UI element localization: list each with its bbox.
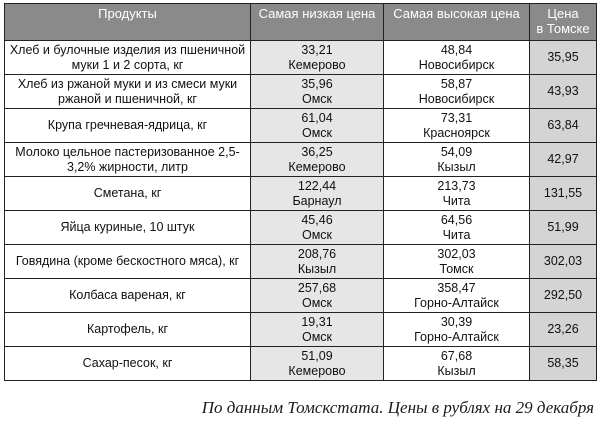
header-row [5,4,597,41]
tomsk-price: 23,26 [530,313,597,347]
low-price: 35,96 [301,76,333,91]
low-price: 45,46 [301,212,333,227]
high-cell [384,109,530,143]
low-price: 33,21 [301,42,333,57]
low-city: Кемерово [288,363,346,378]
high-price: 302,03 [437,246,476,261]
table-row [5,177,597,211]
product-cell: Картофель, кг [5,313,251,347]
header-product: Продукты [5,4,251,41]
high-price: 73,31 [440,110,473,125]
low-price: 208,76 [297,246,337,261]
high-cell [384,245,530,279]
high-price: 213,73 [437,178,476,193]
header-tomsk-line1: Цена [547,6,579,21]
high-cell [384,75,530,109]
high-price: 64,56 [440,212,473,227]
high-price: 48,84 [440,42,473,57]
table-row [5,347,597,381]
low-cell [251,177,384,211]
table-row [5,211,597,245]
low-city: Омск [301,227,333,242]
high-cell [384,279,530,313]
header-tomsk [530,4,597,41]
low-cell [251,75,384,109]
product-cell: Хлеб из ржаной муки и из смеси муки ржаной и пшеничной, кг [5,75,251,109]
high-city: Чита [442,227,471,242]
low-city: Барнаул [292,193,342,208]
low-cell [251,41,384,75]
low-city: Кызыл [297,261,337,276]
tomsk-price: 51,99 [530,211,597,245]
low-price: 122,44 [297,178,337,193]
high-city: Красноярск [423,125,490,140]
high-price: 58,87 [440,76,473,91]
low-price: 51,09 [301,348,333,363]
product-cell: Говядина (кроме бескостного мяса), кг [5,245,251,279]
low-price: 19,31 [301,314,333,329]
table-row [5,109,597,143]
table-row [5,313,597,347]
low-cell [251,245,384,279]
product-cell: Сахар-песок, кг [5,347,251,381]
tomsk-price: 131,55 [530,177,597,211]
low-price: 61,04 [301,110,333,125]
table-row [5,75,597,109]
high-city: Новосибирск [418,57,495,72]
tomsk-price: 58,35 [530,347,597,381]
high-cell [384,313,530,347]
product-cell: Хлеб и булочные изделия из пшеничной муки 1 и 2 сорта, кг [5,41,251,75]
high-city: Кызыл [437,363,476,378]
low-price: 257,68 [297,280,337,295]
header-lowest: Самая низкая цена [251,4,384,41]
product-cell: Яйца куриные, 10 штук [5,211,251,245]
table-row [5,279,597,313]
high-city: Томск [439,261,474,276]
tomsk-price: 43,93 [530,75,597,109]
low-city: Омск [301,125,333,140]
header-highest: Самая высокая цена [384,4,530,41]
low-city: Кемерово [288,57,346,72]
high-price: 30,39 [440,314,473,329]
tomsk-price: 302,03 [530,245,597,279]
source-caption: По данным Томскстата. Цены в рублях на 29 декабря [201,398,594,417]
table-row [5,245,597,279]
low-cell [251,109,384,143]
low-city: Кемерово [288,159,346,174]
high-cell [384,211,530,245]
low-cell [251,143,384,177]
low-city: Омск [301,329,333,344]
table-row [5,41,597,75]
high-city: Горно-Алтайск [414,329,499,344]
high-city: Горно-Алтайск [414,295,499,310]
high-city: Кызыл [437,159,476,174]
tomsk-price: 63,84 [530,109,597,143]
price-table [4,3,597,381]
high-cell [384,177,530,211]
low-price: 36,25 [301,144,333,159]
low-city: Омск [301,91,333,106]
high-city: Чита [442,193,471,208]
product-cell: Колбаса вареная, кг [5,279,251,313]
low-cell [251,313,384,347]
high-price: 67,68 [440,348,473,363]
high-cell [384,143,530,177]
tomsk-price: 42,97 [530,143,597,177]
low-city: Омск [301,295,333,310]
tomsk-price: 35,95 [530,41,597,75]
product-cell: Сметана, кг [5,177,251,211]
high-city: Новосибирск [418,91,495,106]
header-tomsk-line2: в Томске [536,21,590,36]
low-cell [251,347,384,381]
high-price: 54,09 [440,144,473,159]
table-row [5,143,597,177]
high-cell [384,41,530,75]
low-cell [251,211,384,245]
tomsk-price: 292,50 [530,279,597,313]
product-cell: Крупа гречневая-ядрица, кг [5,109,251,143]
high-price: 358,47 [437,280,476,295]
high-cell [384,347,530,381]
low-cell [251,279,384,313]
product-cell: Молоко цельное пастеризованное 2,5-3,2% жирности, литр [5,143,251,177]
